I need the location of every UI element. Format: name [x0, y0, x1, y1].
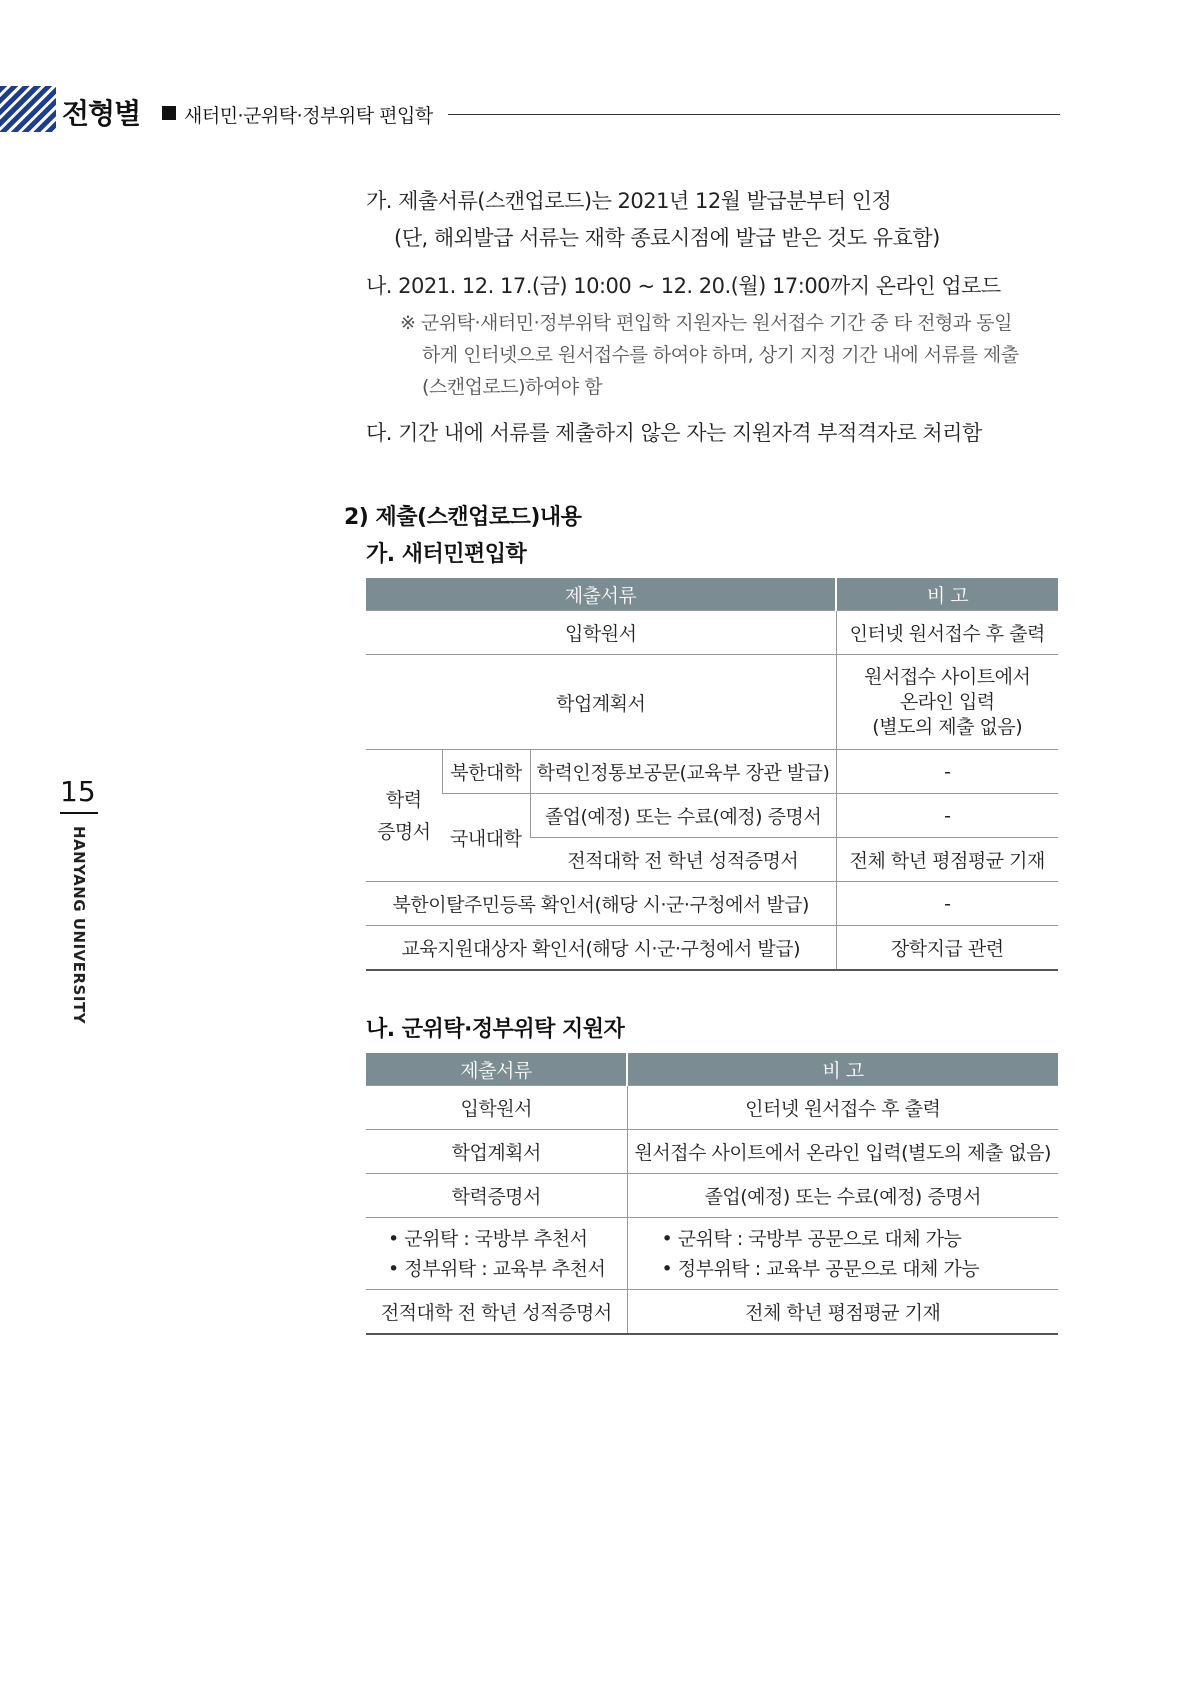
- cell-doc: 북한이탈주민등록 확인서(해당 시·군·구청에서 발급): [366, 882, 836, 926]
- cell-note: 인터넷 원서접수 후 출력: [836, 611, 1058, 655]
- cell-doc: 학력인정통보공문(교육부 장관 발급): [530, 750, 836, 794]
- cell-doc: 졸업(예정) 또는 수료(예정) 증명서: [530, 794, 836, 838]
- item-ga-line1: 가. 제출서류(스캔업로드)는 2021년 12월 발급분부터 인정: [366, 189, 892, 213]
- cell-note: 전체 학년 평점평균 기재: [627, 1290, 1058, 1334]
- table-row: [366, 882, 1058, 926]
- cell-univ: 국내대학: [442, 794, 530, 882]
- cell-note-line: 원서접수 사이트에서: [864, 665, 1031, 688]
- cell-doc: 입학원서: [366, 1086, 627, 1130]
- cell-note: -: [836, 794, 1058, 838]
- table-row: [366, 926, 1058, 970]
- table-row: [366, 794, 1058, 838]
- cell-doc: 학업계획서: [366, 655, 836, 750]
- note-line1: ※ 군위탁·새터민·정부위탁 편입학 지원자는 원서접수 기간 중 타 전형과 동일: [400, 312, 1012, 334]
- table-a-header-note: 비 고: [836, 578, 1058, 611]
- cell-doc: 교육지원대상자 확인서(해당 시·군·구청에서 발급): [366, 926, 836, 970]
- university-label: HANYANG UNIVERSITY: [70, 826, 88, 1025]
- item-ga-line2: (단, 해외발급 서류는 재학 종료시점에 발급 받은 것도 유효함): [394, 226, 940, 250]
- bullet-line: • 정부위탁 : 교육부 추천서: [388, 1257, 606, 1280]
- cell-note-line: 온라인 입력: [899, 690, 995, 713]
- cell-univ: 북한대학: [442, 750, 530, 794]
- cell-doc: 입학원서: [366, 611, 836, 655]
- cell-note-line: (별도의 제출 없음): [872, 715, 1023, 738]
- cell-note: 원서접수 사이트에서 온라인 입력(별도의 제출 없음): [627, 1130, 1058, 1174]
- note-line3: (스캔업로드)하여야 함: [422, 376, 603, 398]
- table-row: [366, 611, 1058, 655]
- table-a-heading: 가. 새터민편입학: [366, 542, 527, 567]
- table-row: [366, 1218, 1058, 1290]
- cell-doc: 전적대학 전 학년 성적증명서: [530, 838, 836, 882]
- cell-doc: 학력증명서: [366, 1174, 627, 1218]
- table-b-heading: 나. 군위탁·정부위탁 지원자: [366, 1017, 625, 1042]
- table-row: [366, 1290, 1058, 1334]
- table-row: [366, 1086, 1058, 1130]
- page-number-rule: [60, 812, 98, 814]
- cell-note: 전체 학년 평점평균 기재: [836, 838, 1058, 882]
- cell-group-line: 학력: [385, 788, 422, 811]
- cell-note: [627, 1218, 1058, 1290]
- cell-note: [836, 655, 1058, 750]
- cell-note: 장학지급 관련: [836, 926, 1058, 970]
- table-b-header-doc: 제출서류: [366, 1053, 627, 1086]
- header-hatch-decoration: [0, 86, 56, 132]
- cell-note: -: [836, 882, 1058, 926]
- cell-doc: 학업계획서: [366, 1130, 627, 1174]
- cell-group-line: 증명서: [376, 820, 431, 843]
- bullet-line: • 정부위탁 : 교육부 공문으로 대체 가능: [661, 1257, 980, 1280]
- item-na-line1: 나. 2021. 12. 17.(금) 10:00 ~ 12. 20.(월) 17:00까지 온라인 업로드: [366, 274, 1001, 298]
- bullet-line: • 군위탁 : 국방부 추천서: [388, 1227, 588, 1250]
- header-rule: [448, 114, 1060, 115]
- cell-note: 인터넷 원서접수 후 출력: [627, 1086, 1058, 1130]
- section2-title: 2) 제출(스캔업로드)내용: [344, 505, 582, 530]
- table-row: [366, 750, 1058, 794]
- cell-group: [366, 750, 442, 882]
- note-line2: 하게 인터넷으로 원서접수를 하여야 하며, 상기 지정 기간 내에 서류를 제출: [422, 344, 1019, 366]
- cell-doc: 전적대학 전 학년 성적증명서: [366, 1290, 627, 1334]
- table-row: [366, 1130, 1058, 1174]
- cell-note: -: [836, 750, 1058, 794]
- table-a: [366, 578, 1058, 971]
- table-row: [366, 655, 1058, 750]
- cell-doc: [366, 1218, 627, 1290]
- table-b-header-note: 비 고: [627, 1053, 1058, 1086]
- section-subtitle: 새터민·군위탁·정부위탁 편입학: [184, 105, 433, 127]
- bullet-line: • 군위탁 : 국방부 공문으로 대체 가능: [661, 1227, 962, 1250]
- page-number: 15: [60, 775, 96, 808]
- table-row: [366, 1174, 1058, 1218]
- section-title: 전형별: [62, 97, 141, 130]
- square-bullet-icon: [162, 106, 176, 120]
- cell-note: 졸업(예정) 또는 수료(예정) 증명서: [627, 1174, 1058, 1218]
- table-a-header-doc: 제출서류: [366, 578, 836, 611]
- item-da-line1: 다. 기간 내에 서류를 제출하지 않은 자는 지원자격 부적격자로 처리함: [366, 421, 982, 445]
- table-b: [366, 1053, 1058, 1335]
